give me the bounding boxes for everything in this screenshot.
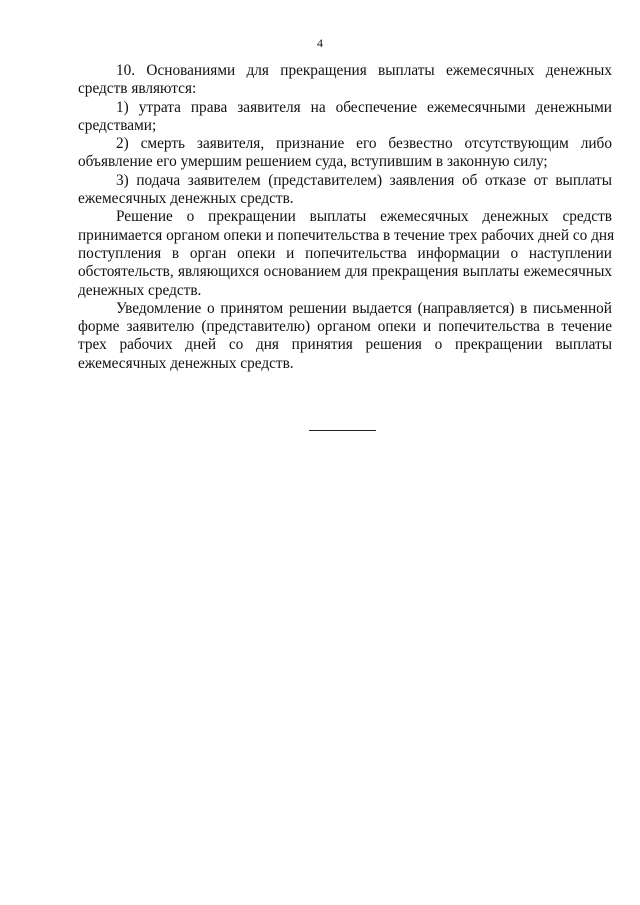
page-number: 4: [317, 36, 323, 50]
text-line: Решение о прекращении выплаты ежемесячных денежных средств: [116, 208, 612, 226]
text-line: 1) утрата права заявителя на обеспечение ежемесячными денежными: [116, 98, 612, 116]
list-item-2: [78, 135, 612, 172]
list-item-1: [78, 99, 612, 136]
paragraph-10: [78, 62, 612, 99]
text-line: трех рабочих дней со дня принятия решения о прекращении выплаты: [78, 336, 612, 354]
text-line: форме заявителю (представителю) органом опеки и попечительства в течение: [78, 318, 612, 336]
text-line: принимается органом опеки и попечительства в течение трех рабочих дней со дня: [78, 226, 615, 244]
text-line: обстоятельств, являющихся основанием для прекращения выплаты ежемесячных: [78, 263, 612, 281]
text-line: 10. Основаниями для прекращения выплаты ежемесячных денежных: [116, 62, 612, 79]
text-line: Уведомление о принятом решении выдается (направляется) в письменной: [116, 299, 612, 317]
text-line: ежемесячных денежных средств.: [78, 354, 294, 372]
text-line: денежных средств.: [78, 281, 202, 299]
paragraph-decision: [78, 208, 615, 299]
text-line: средств являются:: [78, 80, 197, 98]
text-line: ежемесячных денежных средств.: [78, 190, 294, 208]
text-line: поступления в орган опеки и попечительства информации о наступлении: [78, 244, 612, 262]
text-line: 3) подача заявителем (представителем) заявления об отказе от выплаты: [116, 171, 612, 189]
list-item-3: [78, 172, 612, 209]
text-line: объявление его умершим решением суда, вступившим в законную силу;: [78, 153, 548, 171]
document-body: [78, 62, 615, 373]
text-line: средствами;: [78, 116, 157, 134]
paragraph-notification: [78, 300, 612, 373]
text-line: 2) смерть заявителя, признание его безвестно отсутствующим либо: [116, 135, 612, 153]
end-divider: [309, 430, 376, 431]
